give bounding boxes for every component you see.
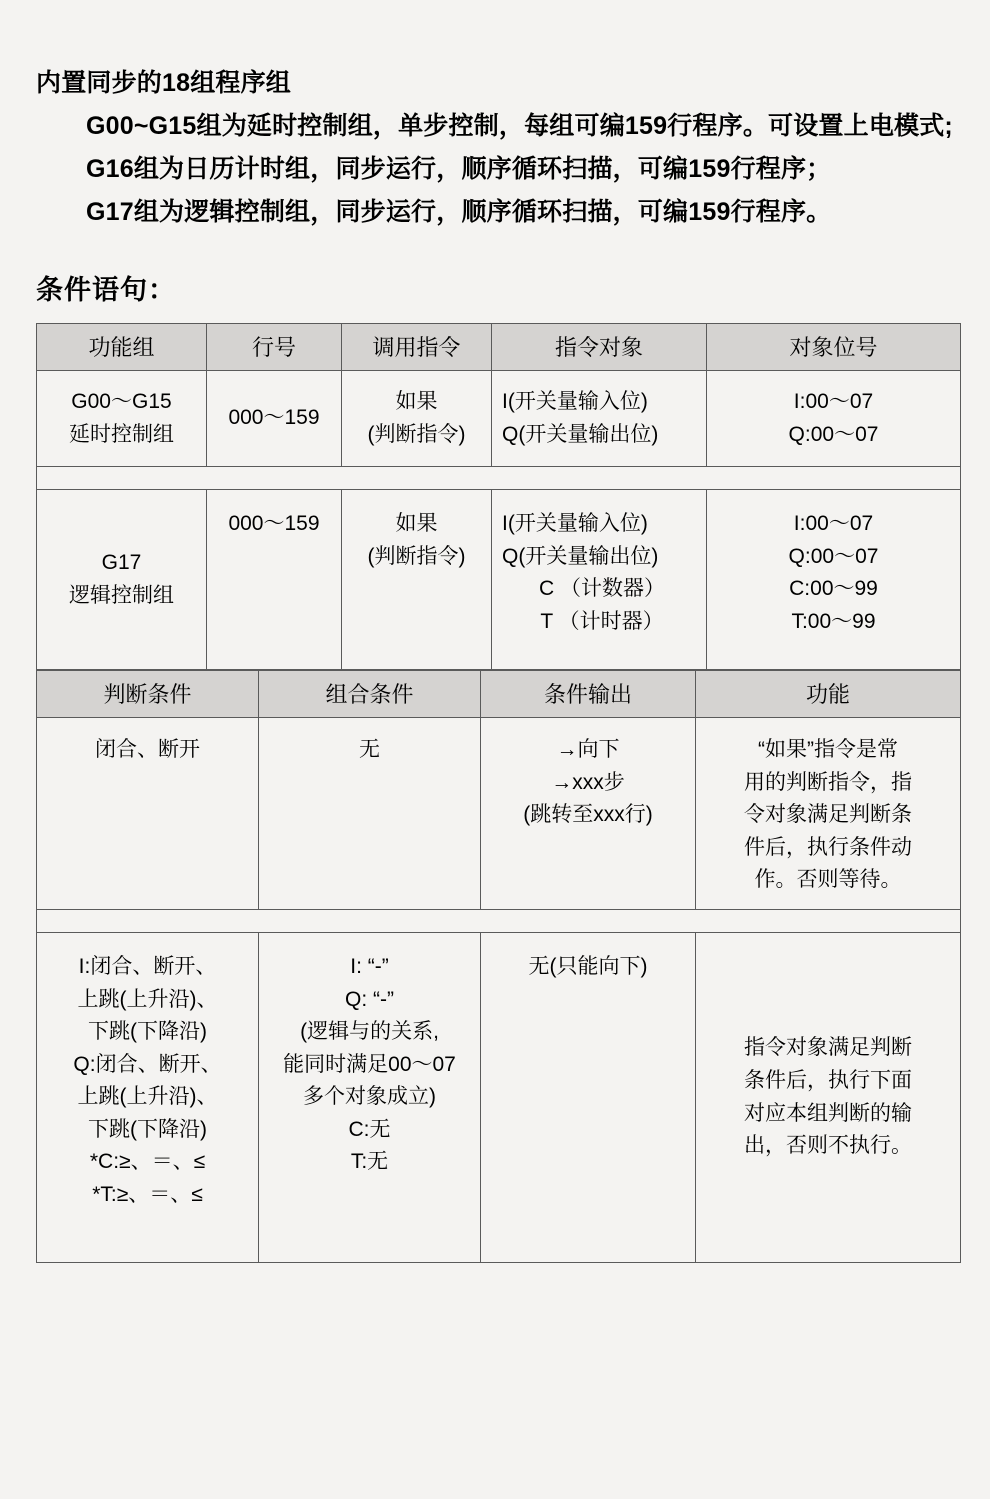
text-line: Q: “-” bbox=[345, 987, 394, 1011]
text-line: 对应本组判断的输 bbox=[744, 1101, 912, 1125]
text-line: I:00～07 bbox=[793, 389, 874, 413]
table-row bbox=[37, 933, 961, 1263]
intro-block bbox=[36, 62, 960, 234]
cell-instruction-object bbox=[492, 490, 707, 670]
text-line: 上跳(上升沿)、 bbox=[77, 1085, 218, 1109]
text-line: 000～159 bbox=[228, 406, 320, 430]
text-line: 无(只能向下) bbox=[528, 955, 648, 978]
text-line: 延时控制组 bbox=[69, 422, 174, 446]
table-row bbox=[37, 718, 961, 910]
text-line: 令对象满足判断条 bbox=[744, 803, 912, 827]
cell-line-number bbox=[207, 371, 342, 467]
table-header-row bbox=[37, 671, 961, 718]
text-line: *T:≥、＝、≤ bbox=[92, 1182, 203, 1206]
text-line: I(开关量输入位) bbox=[502, 512, 648, 535]
intro-paragraph-3: G17组为逻辑控制组，同步运行，顺序循环扫描，可编159行程序。 bbox=[86, 198, 832, 226]
intro-paragraph-2: G16组为日历计时组，同步运行，顺序循环扫描，可编159行程序； bbox=[86, 155, 832, 183]
table-row bbox=[37, 490, 961, 670]
col-header-call-instruction: 调用指令 bbox=[342, 324, 492, 371]
text-line: C （计数器） bbox=[539, 577, 665, 601]
text-line: →xxx步 bbox=[551, 770, 625, 794]
table-spacer bbox=[37, 467, 961, 490]
text-line: 能同时满足00～07 bbox=[283, 1052, 456, 1076]
cell-judgement-condition bbox=[37, 933, 259, 1263]
cell-instruction-object bbox=[492, 371, 707, 467]
intro-heading: 内置同步的18组程序组 bbox=[36, 69, 292, 97]
text-line: “如果”指令是常 bbox=[758, 738, 898, 761]
conditions-table-top bbox=[36, 323, 961, 670]
col-header-line-number: 行号 bbox=[207, 324, 342, 371]
text-line: T:00～99 bbox=[791, 609, 876, 633]
section-title: 条件语句： bbox=[36, 275, 176, 305]
text-line: 闭合、断开 bbox=[95, 738, 200, 761]
text-line: Q:闭合、断开、 bbox=[73, 1052, 222, 1076]
table-header-row bbox=[37, 324, 961, 371]
col-header-object-bit: 对象位号 bbox=[707, 324, 961, 371]
cell-call-instruction bbox=[342, 490, 492, 670]
spacer-cell bbox=[37, 467, 961, 490]
table-row bbox=[37, 371, 961, 467]
cell-function-group bbox=[37, 371, 207, 467]
text-line: C:无 bbox=[348, 1117, 391, 1141]
cell-condition-output bbox=[481, 933, 696, 1263]
text-line: (跳转至xxx行) bbox=[523, 803, 653, 827]
col-header-judgement-condition: 判断条件 bbox=[37, 671, 259, 718]
text-line: 如果 bbox=[395, 512, 438, 535]
text-line: Q:00～07 bbox=[788, 422, 879, 446]
cell-judgement-condition bbox=[37, 718, 259, 910]
text-line: I:00～07 bbox=[793, 512, 874, 535]
text-line: (判断指令) bbox=[367, 544, 466, 568]
text-line: 多个对象成立) bbox=[303, 1085, 436, 1109]
text-line: (判断指令) bbox=[367, 422, 466, 446]
text-line: Q:00～07 bbox=[788, 544, 879, 568]
col-header-function: 功能 bbox=[696, 671, 961, 718]
text-line: (逻辑与的关系, bbox=[300, 1020, 439, 1044]
text-line: 无 bbox=[359, 738, 380, 761]
text-line: C:00～99 bbox=[789, 577, 878, 601]
cell-combination-condition bbox=[259, 718, 481, 910]
col-header-combination-condition: 组合条件 bbox=[259, 671, 481, 718]
text-line: 下跳(下降沿) bbox=[88, 1117, 207, 1141]
cell-line-number bbox=[207, 490, 342, 670]
col-header-function-group: 功能组 bbox=[37, 324, 207, 371]
text-line: I(开关量输入位) bbox=[502, 389, 648, 413]
cell-object-bit bbox=[707, 371, 961, 467]
text-line: 作。否则等待。 bbox=[754, 868, 902, 892]
text-line: I:闭合、断开、 bbox=[78, 955, 217, 978]
col-header-condition-output: 条件输出 bbox=[481, 671, 696, 718]
text-line: →向下 bbox=[556, 738, 620, 761]
text-line: 件后，执行条件动 bbox=[744, 835, 912, 859]
cell-combination-condition bbox=[259, 933, 481, 1263]
text-line: 出，否则不执行。 bbox=[744, 1134, 912, 1158]
text-line: T （计时器） bbox=[540, 609, 664, 633]
cell-function bbox=[696, 933, 961, 1263]
cell-object-bit bbox=[707, 490, 961, 670]
text-line: 条件后，执行下面 bbox=[744, 1068, 912, 1092]
text-line: 上跳(上升沿)、 bbox=[77, 987, 218, 1011]
text-line: G00～G15 bbox=[71, 389, 172, 413]
cell-call-instruction bbox=[342, 371, 492, 467]
text-line: G17 bbox=[101, 550, 142, 574]
text-line: Q(开关量输出位) bbox=[502, 544, 659, 568]
conditions-table-bottom bbox=[36, 670, 961, 1263]
text-line: 用的判断指令，指 bbox=[744, 770, 912, 794]
text-line: 指令对象满足判断 bbox=[744, 1036, 912, 1060]
text-line: 逻辑控制组 bbox=[69, 583, 174, 607]
col-header-instruction-object: 指令对象 bbox=[492, 324, 707, 371]
intro-paragraph-1: G00~G15组为延时控制组，单步控制，每组可编159行程序。可设置上电模式; bbox=[86, 112, 953, 140]
text-line: Q(开关量输出位) bbox=[502, 422, 659, 446]
spacer-cell bbox=[37, 910, 961, 933]
text-line: I: “-” bbox=[350, 955, 389, 978]
text-line: 下跳(下降沿) bbox=[88, 1020, 207, 1044]
table-spacer bbox=[37, 910, 961, 933]
text-line: *C:≥、＝、≤ bbox=[89, 1150, 206, 1174]
cell-condition-output bbox=[481, 718, 696, 910]
text-line: 如果 bbox=[395, 389, 438, 413]
cell-function-group bbox=[37, 490, 207, 670]
cell-function bbox=[696, 718, 961, 910]
text-line: 000～159 bbox=[228, 512, 320, 535]
text-line: T:无 bbox=[350, 1150, 389, 1174]
